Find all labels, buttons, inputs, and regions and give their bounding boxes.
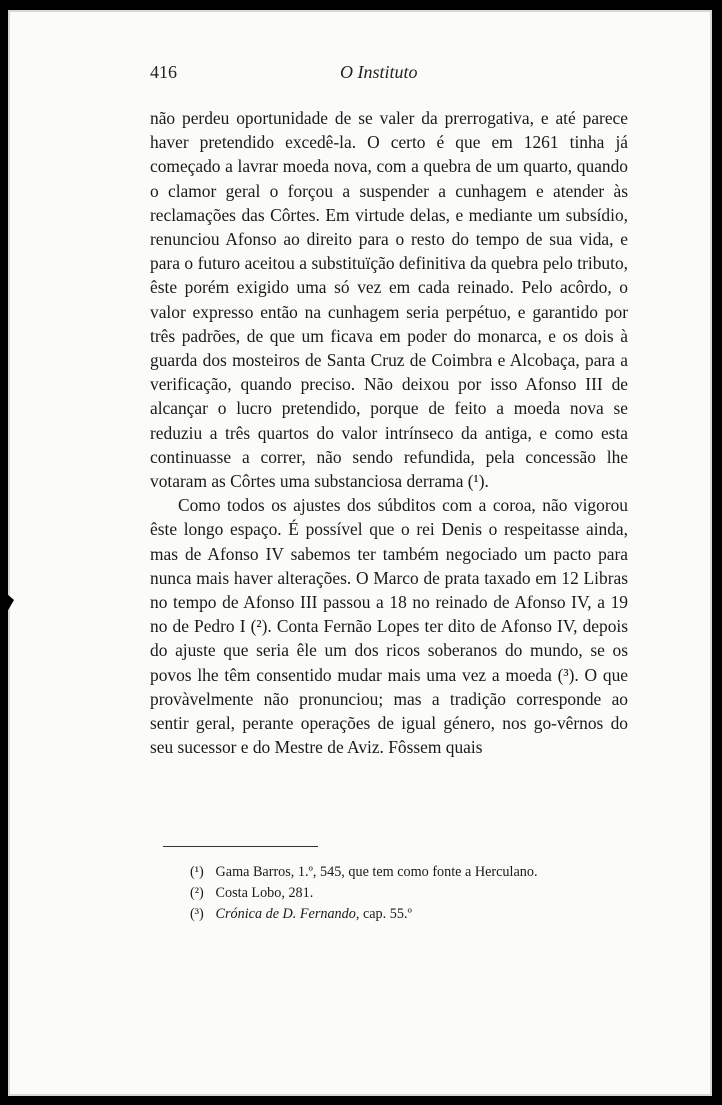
footnote-1: [190, 862, 610, 883]
running-header: [150, 62, 628, 88]
footnote-mark: (¹): [190, 864, 204, 880]
edge-mark: [0, 588, 14, 624]
footnotes: [190, 862, 610, 925]
paragraph-2: Como todos os ajustes dos súbditos com a coroa, não vigorou êste longo espaço. É possível que o rei Denis o respeitasse ainda, mas de Afonso IV sabemos ter também negociado um pacto para nunca mais haver alterações. O Marco de prata taxado em 12 Libras no tempo de Afonso III passou a 18 no reinado de Afonso IV, a 19 no de Pedro I (²). Conta Fernão Lopes ter dito de Afonso IV, depois do ajuste que seria êle um dos ricos soberanos do mundo, se os povos lhe têm consentido mudar mais uma vez a moeda (³). O que provàvelmente não pronunciou; mas a tradição corresponde ao sentir geral, perante operações de igual género, nos go-vêrnos do seu sucessor e do Mestre de Aviz. Fôssem quais: [150, 495, 628, 758]
footnote-2: [190, 883, 610, 904]
page-number: 416: [150, 62, 177, 82]
paragraph-1: não perdeu oportunidade de se valer da prerrogativa, e até parece haver pretendido excedê-la. O certo é que em 1261 tinha já começado a lavrar moeda nova, com a quebra de um quarto, quando o clamor geral o forçou a suspender a cunhagem e atender às reclamações das Côrtes. Em virtude delas, e mediante um subsídio, renunciou Afonso ao direito para o resto do tempo de sua vida, e para o futuro aceitou a substituïção definitiva da quebra pelo tributo, êste porém exigido uma só vez em cada reinado. Pelo acôrdo, o valor expresso então na cunhagem seria perpétuo, e garantido por três padrões, de que um ficava em poder do monarca, e os dois à guarda dos mosteiros de Santa Cruz de Coimbra e Alcobaça, para a verificação, quando preciso. Não deixou por isso Afonso III de alcançar o lucro pretendido, porque de feito a moeda nova se reduziu a três quartos do valor intrínseco da antiga, e como esta continuasse a correr, não sendo refundida, pela concessão lhe votaram as Côrtes uma substanciosa derrama (¹).: [150, 108, 628, 492]
footnote-rule: [163, 846, 318, 847]
footnote-mark: (²): [190, 885, 204, 901]
footnote-text: Gama Barros, 1.º, 545, que tem como fonte a Herculano.: [215, 864, 538, 880]
footnote-title: Crónica de D. Fernando,: [215, 906, 360, 922]
body-text: [150, 106, 628, 759]
footnote-mark: (³): [190, 906, 204, 922]
running-title: O Instituto: [340, 62, 418, 82]
footnote-3: [190, 904, 610, 925]
footnote-text: cap. 55.º: [359, 906, 412, 922]
footnote-text: Costa Lobo, 281.: [215, 885, 314, 901]
